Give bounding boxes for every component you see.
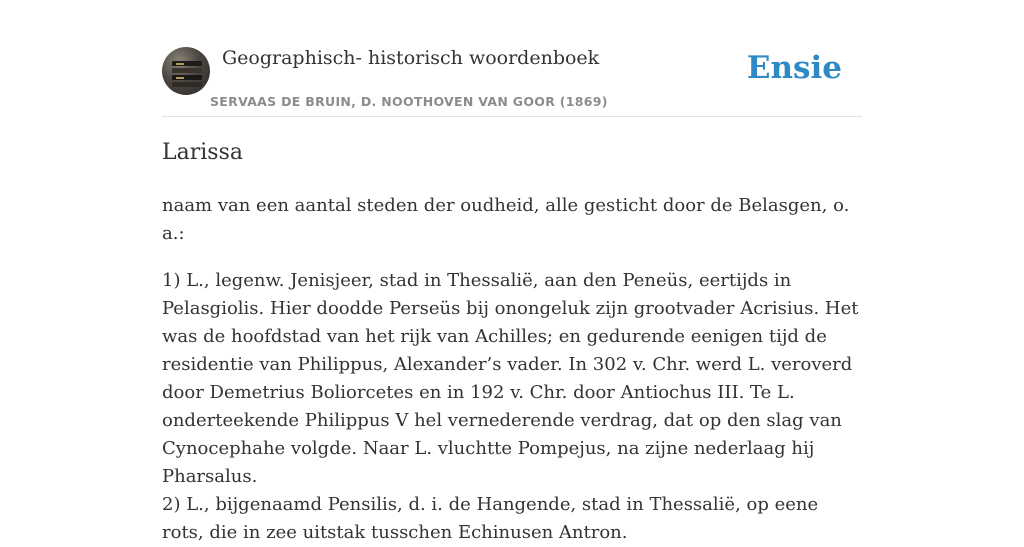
ensie-logo-link[interactable]: Ensie	[746, 50, 842, 86]
entry-paragraph-1: 1) L., legenw. Jenisjeer, stad in Thessalië, aan den Peneüs, eertijds in Pelasgiolis. Hier doodde Perseüs bij onongeluk zijn grootvader Acrisius. Het was de hoofdstad van het rijk van Achilles; en gedurende eenigen tijd de residentie van Philippus, Alexander’s vader. In 302 v. Chr. werd L. veroverd door Demetrius Boliorcetes en in 192 v. Chr. door Antiochus III. Te L. onderteekende Philippus V hel vernederende verdrag, dat op den slag van Cynocephahe volgde. Naar L. vluchtte Pompejus, na zijne nederlaag hij Pharsalus.	[162, 270, 859, 487]
source-header	[162, 46, 862, 117]
source-authors: SERVAAS DE BRUIN, D. NOOTHOVEN VAN GOOR (1869)	[210, 94, 608, 109]
entry-paragraph-2: 2) L., bijgenaamd Pensilis, d. i. de Hangende, stad in Thessalië, op eene rots, die in zee uitstak tusschen Echinusen Antron.	[162, 494, 819, 543]
entry-headword: Larissa	[162, 140, 243, 165]
entry-body	[162, 192, 862, 547]
entry-intro: naam van een aantal steden der oudheid, alle gesticht door de Belasgen, o. a.:	[162, 195, 850, 244]
source-book-title[interactable]: Geographisch- historisch woordenboek	[222, 47, 600, 69]
book-stack-icon[interactable]	[162, 47, 210, 95]
